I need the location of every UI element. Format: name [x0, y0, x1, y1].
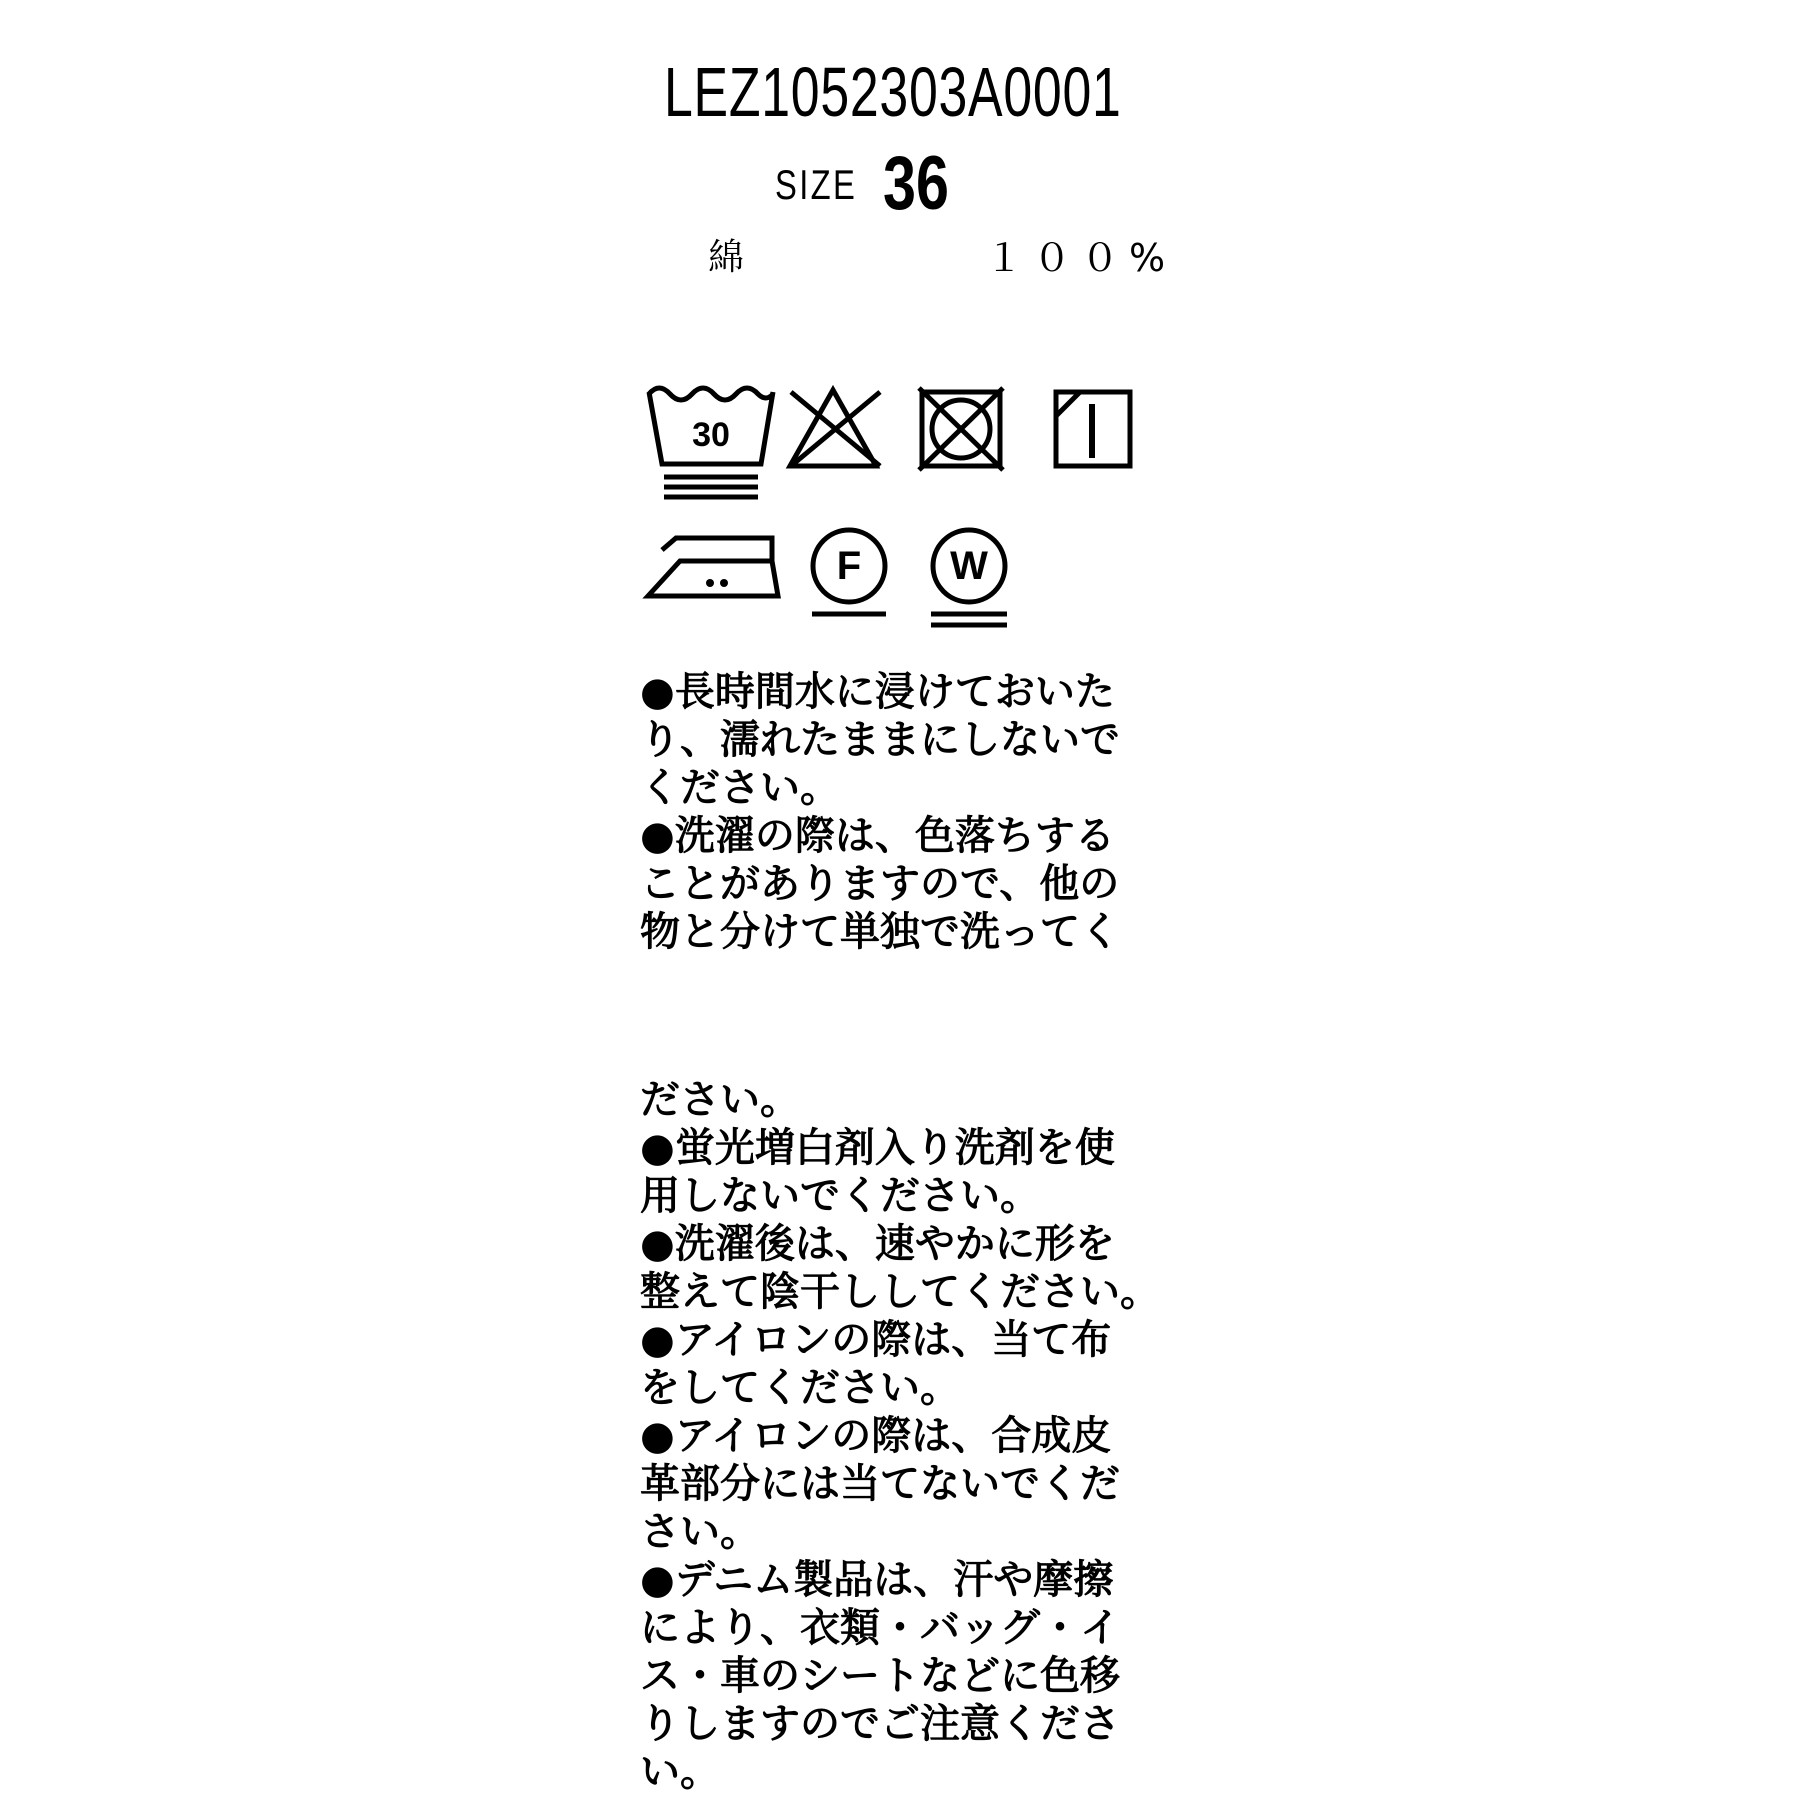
fiber-material: 綿: [708, 237, 745, 278]
care-line: ●アイロンの際は、合成皮: [640, 1413, 1112, 1459]
line-dry-shade-icon: [1056, 392, 1130, 466]
size-value: 36: [883, 141, 949, 226]
no-bleach-icon: [790, 390, 880, 466]
product-code: LEZ1052303A0001: [664, 53, 1122, 131]
no-tumble-dry-icon: [919, 388, 1003, 470]
care-line: ●長時間水に浸けておいた: [640, 669, 1115, 715]
wash-30-very-gentle-icon: [649, 388, 773, 497]
care-line: 物と分けて単独で洗ってく: [640, 909, 1120, 955]
size-label: SIZE: [775, 161, 858, 208]
care-line: ださい。: [640, 1077, 800, 1123]
care-line: をしてください。: [640, 1365, 960, 1411]
wash-temperature: 30: [692, 416, 730, 454]
care-line: ことがありますので、他の: [640, 861, 1120, 907]
wet-clean-letter: W: [950, 544, 988, 588]
fiber-percent: １００%: [985, 236, 1176, 280]
care-line: ください。: [640, 765, 840, 811]
care-line: ●デニム製品は、汗や摩擦: [640, 1557, 1114, 1603]
care-line: り、濡れたままにしないで: [640, 717, 1120, 763]
dry-clean-f-gentle-icon: [812, 530, 886, 614]
dry-clean-letter: F: [836, 544, 862, 588]
care-line: ●蛍光増白剤入り洗剤を使: [640, 1125, 1115, 1171]
care-instructions-part-2: [640, 1076, 1160, 1796]
care-line: い。: [640, 1749, 720, 1795]
wet-clean-w-very-gentle-icon: [931, 530, 1007, 625]
care-line: りしますのでご注意くださ: [640, 1701, 1120, 1747]
care-line: 革部分には当てないでくだ: [640, 1461, 1120, 1507]
care-line: 用しないでください。: [640, 1173, 1040, 1219]
care-line: ●洗濯の際は、色落ちする: [640, 813, 1115, 859]
care-line: により、衣類・バッグ・イ: [640, 1605, 1120, 1651]
care-line: ●洗濯後は、速やかに形を: [640, 1221, 1115, 1267]
care-instructions-part-1: [640, 668, 1120, 956]
care-line: ●アイロンの際は、当て布: [640, 1317, 1112, 1363]
care-symbols: [640, 380, 1160, 640]
care-line: ス・車のシートなどに色移: [640, 1653, 1120, 1699]
iron-medium-icon: [648, 538, 778, 596]
care-line: 整えて陰干ししてください。: [640, 1269, 1160, 1315]
care-line: さい。: [640, 1509, 760, 1555]
